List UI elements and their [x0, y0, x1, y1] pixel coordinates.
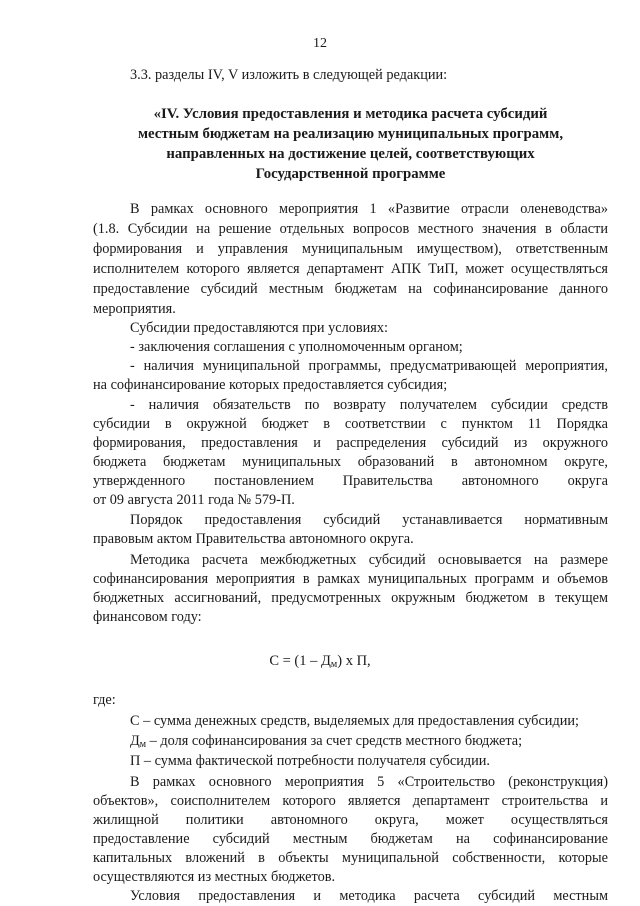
- body-line: - наличия муниципальной программы, предусматривающей мероприятия,: [130, 358, 608, 374]
- body-line: от 09 августа 2011 года № 579-П.: [93, 492, 295, 508]
- body-line: мероприятия.: [93, 301, 176, 317]
- page-number: 12: [313, 36, 327, 51]
- where-label: где:: [93, 692, 116, 708]
- body-line: предоставление субсидий местным бюджетам на софинансирование данного: [93, 281, 608, 297]
- body-line: Методика расчета межбюджетных субсидий основывается на размере: [130, 552, 608, 568]
- body-line: (1.8. Субсидии на решение отдельных вопросов местного значения в области: [93, 221, 608, 237]
- body-line: осуществляются из местных бюджетов.: [93, 869, 336, 885]
- body-line: субсидии в окружной бюджет в соответствии с пунктом 11 Порядка: [93, 416, 608, 432]
- section-heading-line: направленных на достижение целей, соответствующих: [166, 146, 535, 162]
- body-line: софинансирования мероприятия в рамках муниципальных программ и объемов: [93, 571, 608, 587]
- body-line: объектов», соисполнителем которого является департамент строительства и: [93, 793, 608, 809]
- body-line: бюджета бюджетам муниципальных образований в автономном округе,: [93, 454, 608, 470]
- definition-text: – доля софинансирования за счет средств местного бюджета;: [146, 733, 523, 749]
- body-line: формирования и управления муниципальным имуществом), ответственным: [93, 241, 608, 257]
- section-heading-line: «IV. Условия предоставления и методика расчета субсидий: [153, 106, 548, 122]
- formula-subscript: м: [330, 659, 338, 670]
- definition-subscript: м: [139, 739, 147, 750]
- formula-lhs: С = (1 – Д: [269, 653, 331, 669]
- body-line: Порядок предоставления субсидий устанавливается нормативным: [130, 512, 608, 528]
- body-line: - заключения соглашения с уполномоченным органом;: [130, 339, 463, 355]
- body-line: - наличия обязательств по возврату получателем субсидии средств: [130, 397, 608, 413]
- definition-line: С – сумма денежных средств, выделяемых для предоставления субсидии;: [130, 713, 580, 729]
- body-line: предоставление субсидий местным бюджетам на софинансирование: [93, 831, 608, 847]
- body-line: жилищной политики автономного округа, может осуществляться: [93, 812, 608, 828]
- body-line: В рамках основного мероприятия 5 «Строительство (реконструкция): [130, 774, 608, 790]
- body-line: Условия предоставления и методика расчета субсидий местным: [130, 888, 608, 904]
- body-line: В рамках основного мероприятия 1 «Развитие отрасли оленеводства»: [130, 201, 608, 217]
- section-heading-line: местным бюджетам на реализацию муниципальных программ,: [137, 126, 564, 142]
- body-line: капитальных вложений в объекты муниципальной собственности, которые: [93, 850, 608, 866]
- body-line: финансовом году:: [93, 609, 202, 625]
- body-line: на софинансирование которых предоставляется субсидия;: [93, 377, 448, 393]
- section-heading-line: Государственной программе: [255, 166, 446, 182]
- body-line: исполнителем которого является департамент АПК ТиП, может осуществляться: [93, 261, 608, 277]
- body-line: правовым актом Правительства автономного округа.: [93, 531, 414, 547]
- body-line: Субсидии предоставляются при условиях:: [130, 320, 388, 336]
- body-line: формирования, предоставления и распределения субсидий из окружного: [93, 435, 608, 451]
- definition-line: П – сумма фактической потребности получателя субсидии.: [130, 753, 491, 769]
- intro-line: 3.3. разделы IV, V изложить в следующей редакции:: [130, 67, 448, 83]
- body-line: бюджетных ассигнований, предусмотренных окружным бюджетом в текущем: [93, 590, 608, 606]
- definition-symbol: Д: [130, 733, 140, 749]
- formula: [0, 652, 640, 674]
- formula-rhs: ) х П,: [337, 653, 371, 669]
- body-line: утвержденного постановлением Правительства автономного округа: [93, 473, 608, 489]
